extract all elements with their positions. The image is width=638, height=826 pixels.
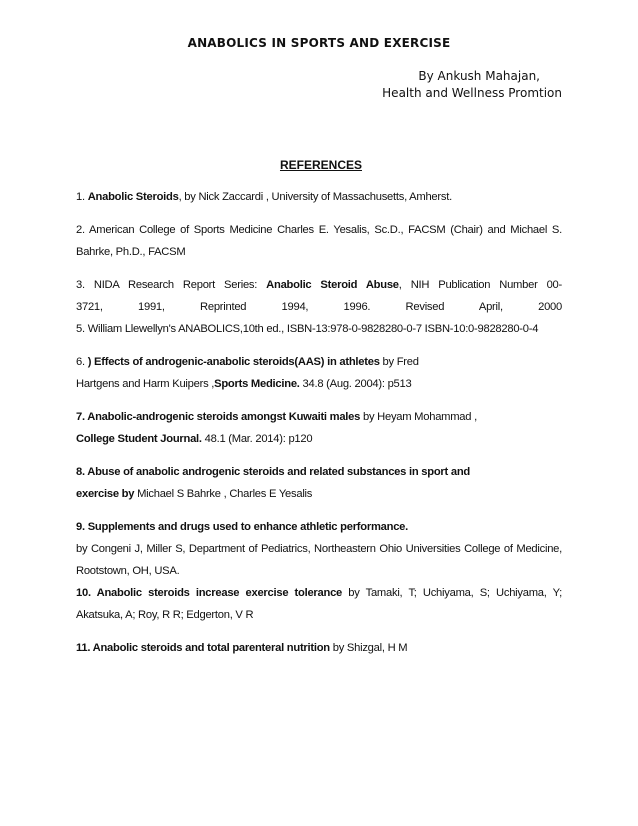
reference-details: by Shizgal, H M <box>329 642 408 654</box>
byline-role: Health and Wellness Promtion <box>382 86 562 100</box>
reference-details: , by Nick Zaccardi , University of Massachusetts, Amherst. <box>178 191 452 203</box>
reference-3-line-1 <box>76 274 562 296</box>
reference-title: Anabolic Steroid Abuse <box>266 279 399 291</box>
byline <box>382 68 562 102</box>
reference-details: by Tamaki, T; Uchiyama, S; Uchiyama, Y; Akatsuka, A; Roy, R R; Edgerton, V R <box>76 587 562 621</box>
reference-7 <box>76 406 562 450</box>
reference-authors: Hartgens and Harm Kuipers , <box>76 378 215 390</box>
reference-title-cont: exercise by <box>76 488 135 500</box>
reference-8 <box>76 461 562 505</box>
reference-5: 5. William Llewellyn's ANABOLICS,10th ed., ISBN-13:978-0-9828280-0-7 ISBN-10:0-9828280-0-4 <box>76 323 539 335</box>
reference-details: , NIH Publication Number 00- <box>398 279 563 291</box>
document-title: ANABOLICS IN SPORTS AND EXERCISE <box>187 36 451 50</box>
reference-number: 1. <box>76 191 88 203</box>
reference-title: 9. Supplements and drugs used to enhance athletic performance. <box>76 521 409 533</box>
reference-details: by Heyam Mohammad , <box>360 411 477 423</box>
reference-3-line-2: 3721, 1991, Reprinted 1994, 1996. Revised April, 2000 <box>76 301 562 313</box>
reference-details: Michael S Bahrke , Charles E Yesalis <box>134 488 313 500</box>
reference-title: 7. Anabolic-androgenic steroids amongst Kuwaiti males <box>76 411 361 423</box>
reference-1 <box>76 186 562 208</box>
reference-title: ) Effects of androgenic-anabolic steroids(AAS) in athletes <box>87 356 380 368</box>
reference-title: 10. Anabolic steroids increase exercise tolerance <box>76 587 343 599</box>
reference-details: by Fred <box>379 356 419 368</box>
references-heading: REFERENCES <box>279 158 362 172</box>
reference-6 <box>76 351 562 395</box>
reference-title: 11. Anabolic steroids and total parenteral nutrition <box>76 642 330 654</box>
reference-prefix: 3. NIDA Research Report Series: <box>76 279 267 291</box>
reference-2: 2. American College of Sports Medicine Charles E. Yesalis, Sc.D., FACSM (Chair) and Michael S. Bahrke, Ph.D., FACSM <box>76 224 562 258</box>
reference-issue: 48.1 (Mar. 2014): p120 <box>201 433 313 445</box>
reference-journal: Sports Medicine. <box>214 378 300 390</box>
reference-9-title <box>76 516 562 538</box>
reference-10 <box>76 582 562 626</box>
reference-9-details: by Congeni J, Miller S, Department of Pediatrics, Northeastern Ohio Universities College of Medicine, Rootstown, OH, USA. <box>76 543 562 577</box>
reference-number: 6. <box>76 356 88 368</box>
reference-journal: College Student Journal. <box>76 433 202 445</box>
reference-title: Anabolic Steroids <box>87 191 179 203</box>
reference-11 <box>76 637 562 659</box>
reference-title: 8. Abuse of anabolic androgenic steroids and related substances in sport and <box>76 466 470 478</box>
references-list <box>76 186 562 659</box>
reference-issue: 34.8 (Aug. 2004): p513 <box>299 378 412 390</box>
byline-author: By Ankush Mahajan, <box>418 69 540 83</box>
